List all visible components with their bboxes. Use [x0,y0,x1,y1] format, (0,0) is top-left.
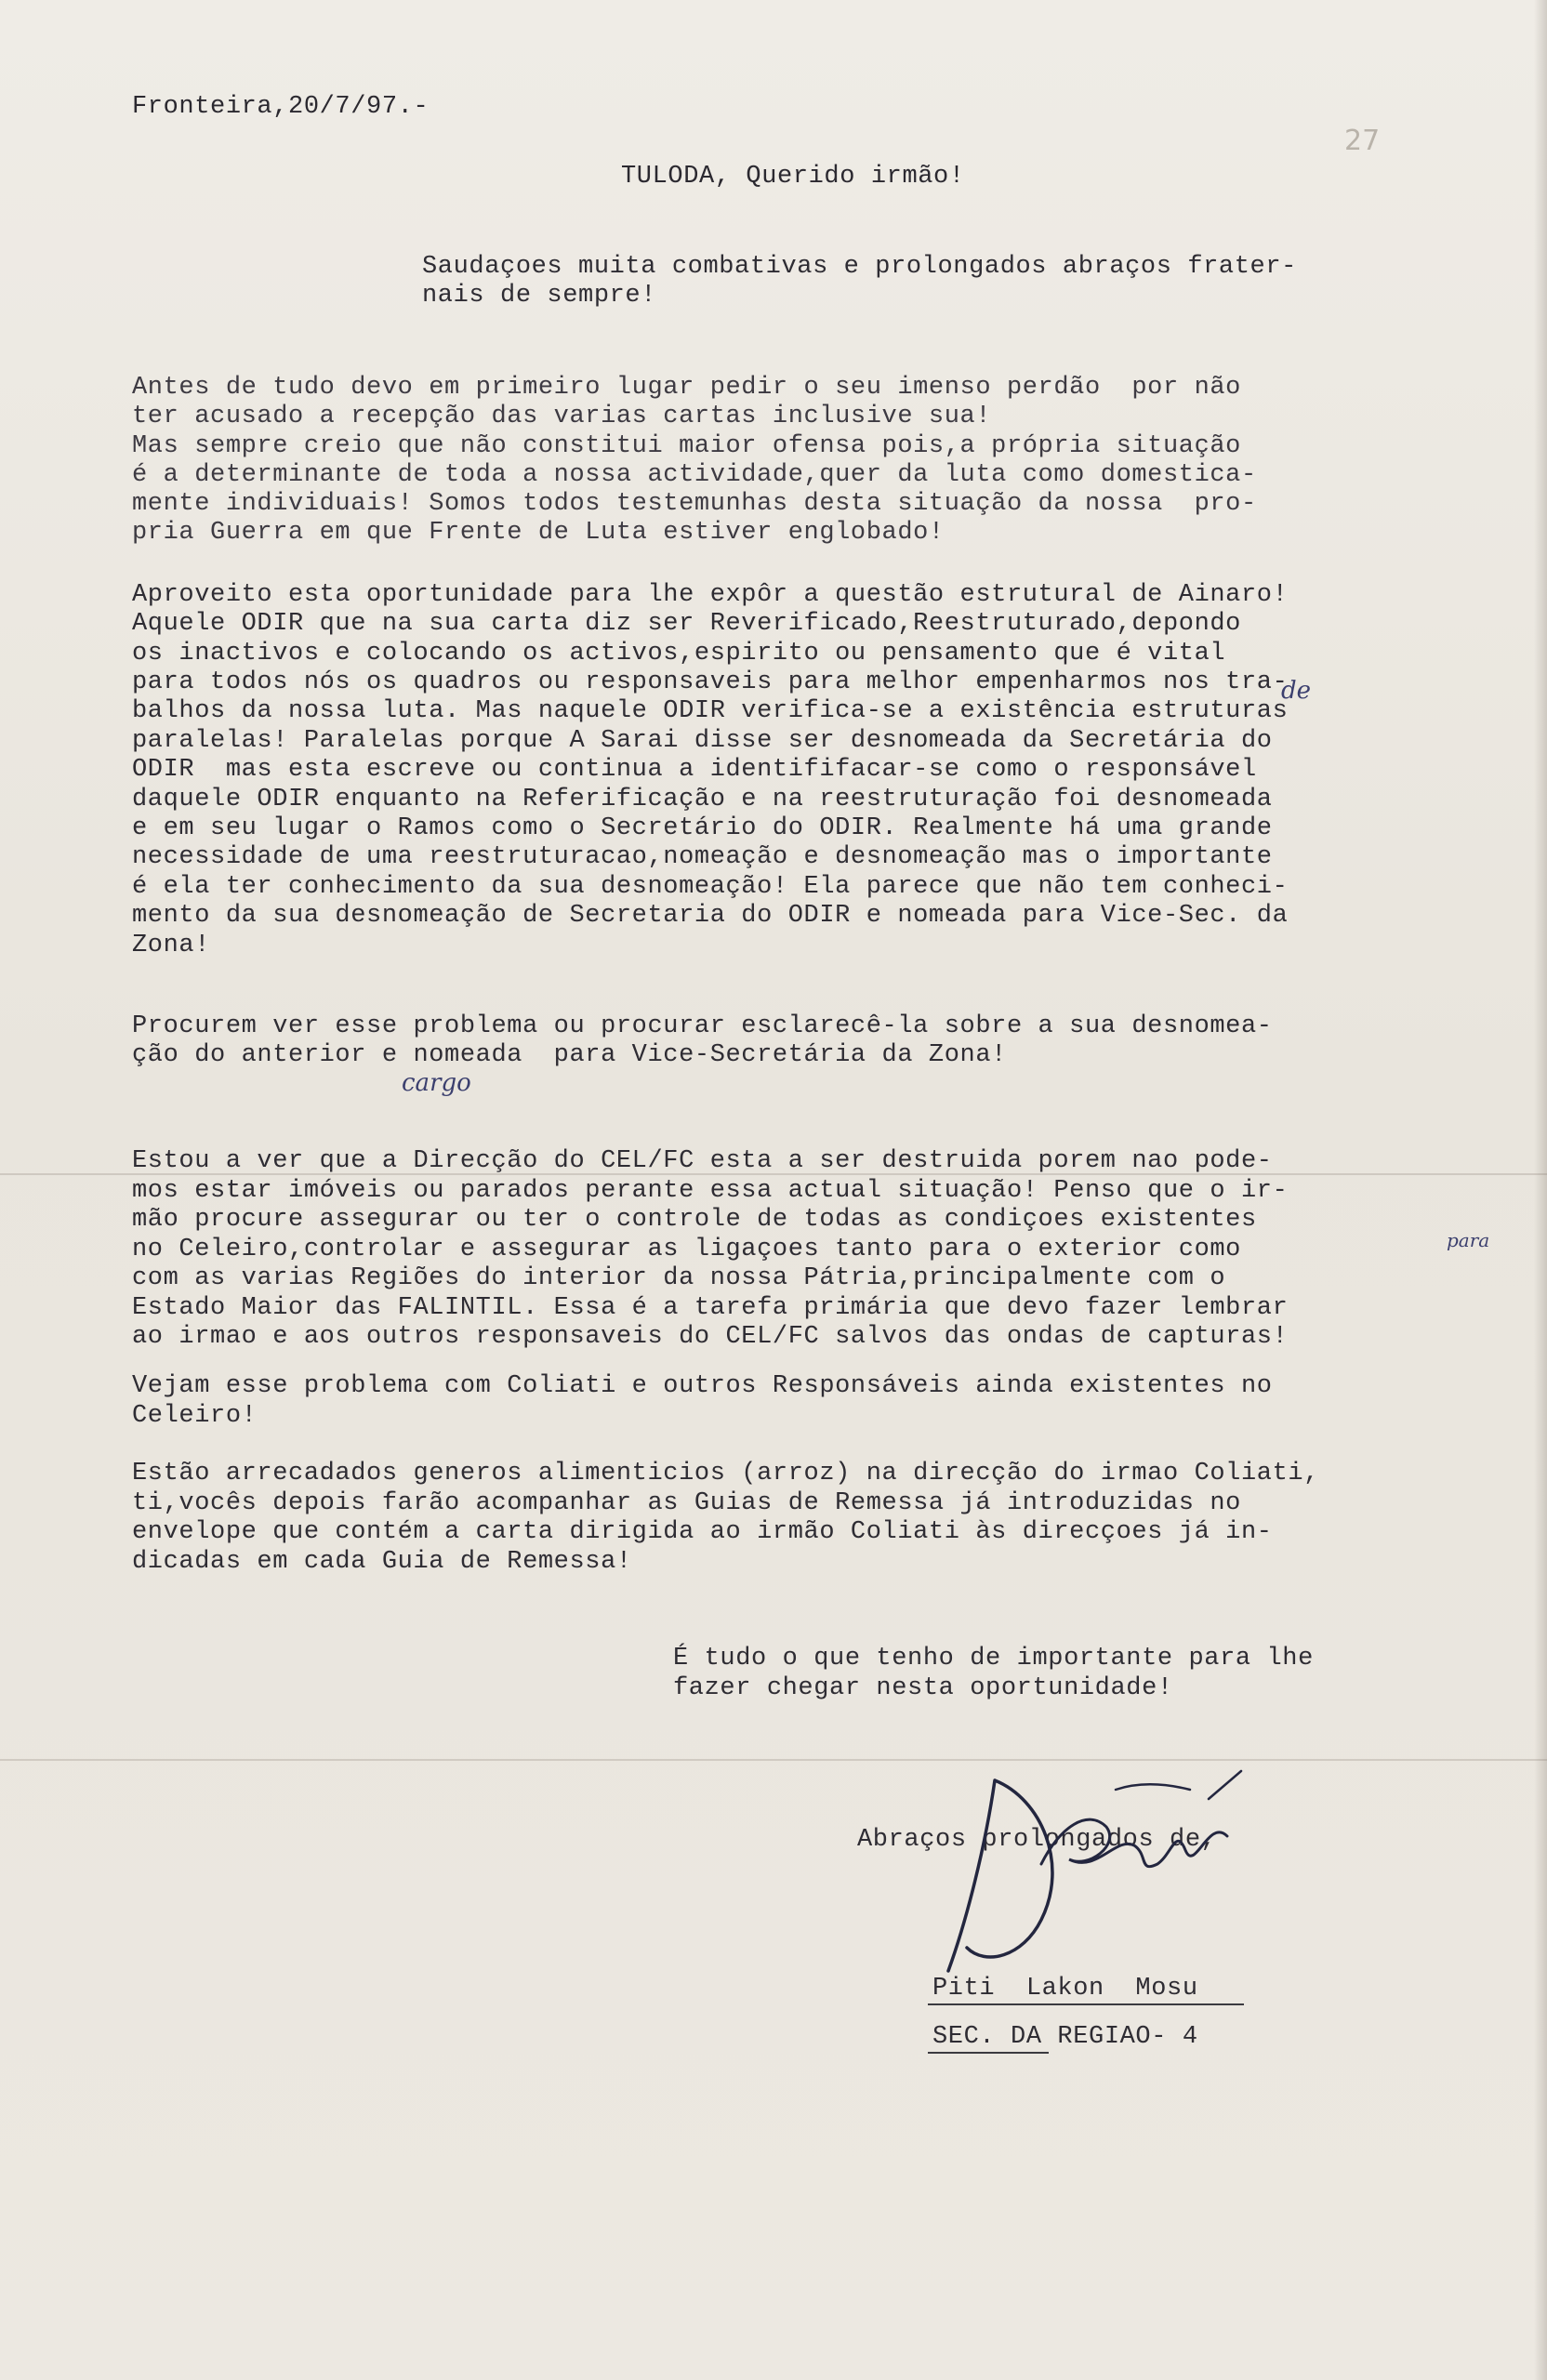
signature-underline [928,2003,1244,2005]
text-line: é ela ter conhecimento da sua desnomeação! Ela parece que não tem conheci- [132,873,1289,901]
text-line: Estou a ver que a Direcção do CEL/FC esta a ser destruida porem nao pode- [132,1147,1273,1175]
signer-name: Piti Lakon Mosu [932,1975,1198,2003]
text-line: fazer chegar nesta oportunidade! [673,1674,1173,1702]
text-line: mente individuais! Somos todos testemunhas desta situação da nossa pro- [132,490,1257,518]
text-line: Mas sempre creio que não constitui maior ofensa pois,a própria situação [132,432,1241,460]
text-line: nais de sempre! [422,282,657,310]
text-line: Zona! [132,932,211,959]
handwritten-de: de [1281,677,1312,705]
text-line: Aproveito esta oportunidade para lhe expôr a questão estrutural de Ainaro! [132,581,1289,609]
handwritten-signature [930,1762,1283,1985]
farewell: Abraços prolongados de, [857,1826,1217,1854]
text-line: daquele ODIR enquanto na Referificação e na reestruturação foi desnomeada [132,786,1273,813]
text-line: dicadas em cada Guia de Remessa! [132,1548,632,1576]
handwritten-cargo: cargo [402,1069,471,1097]
text-line: no Celeiro,controlar e assegurar as ligaçoes tanto para o exterior como [132,1236,1241,1263]
text-line: mão procure assegurar ou ter o controle de todas as condiçoes existentes [132,1206,1257,1234]
text-line: Aquele ODIR que na sua carta diz ser Reverificado,Reestruturado,depondo [132,610,1241,638]
text-line: é a determinante de toda a nossa actividade,quer da luta como domestica- [132,461,1257,489]
paper-fold-line [0,1759,1547,1761]
text-line: ODIR mas esta escreve ou continua a identififacar-se como o responsável [132,756,1257,784]
text-line: ter acusado a recepção das varias cartas inclusive sua! [132,403,992,430]
text-line: Procurem ver esse problema ou procurar esclarecê-la sobre a sua desnomea- [132,1012,1273,1040]
text-line: e em seu lugar o Ramos como o Secretário do ODIR. Realmente há uma grande [132,814,1273,842]
title-underline [928,2052,1049,2054]
text-line: Celeiro! [132,1402,258,1430]
place-date: Fronteira,20/7/97.- [132,93,430,121]
handwritten-para: para [1447,1229,1490,1251]
text-line: Saudaçoes muita combativas e prolongados abraços frater- [422,253,1297,281]
paper-edge [1534,0,1547,2380]
text-line: balhos da nossa luta. Mas naquele ODIR verifica-se a existência estruturas [132,697,1289,725]
text-line: com as varias Regiões do interior da nossa Pátria,principalmente com o [132,1264,1226,1292]
text-line: Estão arrecadados generos alimenticios (arroz) na direcção do irmao Coliati, [132,1460,1319,1488]
text-line: ao irmao e aos outros responsaveis do CEL/FC salvos das ondas de capturas! [132,1323,1289,1351]
text-line: Vejam esse problema com Coliati e outros Responsáveis ainda existentes no [132,1372,1273,1400]
text-line: paralelas! Paralelas porque A Sarai disse ser desnomeada da Secretária do [132,727,1273,755]
text-line: Antes de tudo devo em primeiro lugar pedir o seu imenso perdão por não [132,374,1241,402]
text-line: pria Guerra em que Frente de Luta estiver englobado! [132,519,945,547]
text-line: Estado Maior das FALINTIL. Essa é a tarefa primária que devo fazer lembrar [132,1294,1289,1322]
signer-title: SEC. DA REGIAO- 4 [932,2023,1198,2051]
text-line: envelope que contém a carta dirigida ao irmão Coliati às direcçoes já in- [132,1518,1273,1546]
text-line: É tudo o que tenho de importante para lhe [673,1645,1314,1673]
text-line: mos estar imóveis ou parados perante essa actual situação! Penso que o ir- [132,1177,1289,1205]
text-line: necessidade de uma reestruturacao,nomeação e desnomeação mas o importante [132,843,1273,871]
text-line: para todos nós os quadros ou responsaveis para melhor empenharmos nos tra- [132,668,1289,696]
salutation: TULODA, Querido irmão! [621,163,965,191]
text-line: ção do anterior e nomeada para Vice-Secretária da Zona! [132,1041,1007,1069]
text-line: os inactivos e colocando os activos,espirito ou pensamento que é vital [132,640,1226,668]
pencil-page-number: 27 [1344,125,1381,157]
text-line: mento da sua desnomeação de Secretaria do ODIR e nomeada para Vice-Sec. da [132,902,1289,930]
text-line: ti,vocês depois farão acompanhar as Guias de Remessa já introduzidas no [132,1489,1241,1517]
